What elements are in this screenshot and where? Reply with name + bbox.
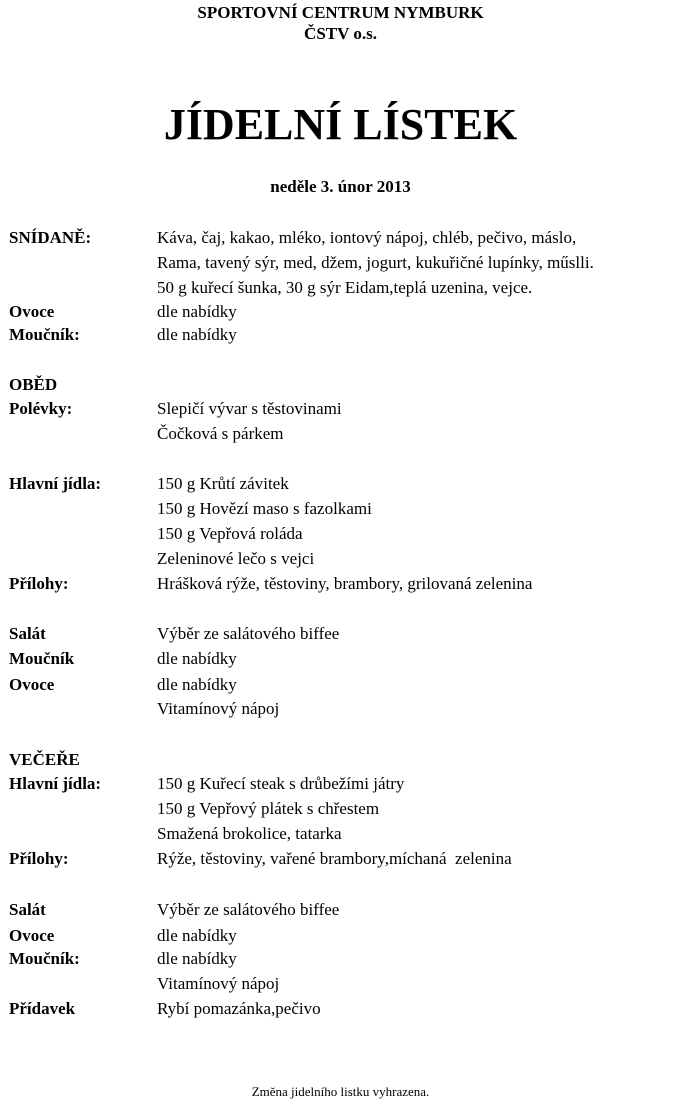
menu-item: dle nabídky <box>157 325 237 344</box>
page-title: JÍDELNÍ LÍSTEK <box>163 100 518 149</box>
menu-row <box>0 547 681 571</box>
salad-label: Salát <box>9 624 46 643</box>
extra-label: Přídavek <box>9 999 76 1018</box>
soups-label: Polévky: <box>9 399 73 418</box>
menu-row <box>0 323 681 347</box>
menu-item: Výběr ze salátového biffee <box>157 624 340 643</box>
menu-row <box>0 697 681 721</box>
menu-item: Smažená brokolice, tatarka <box>157 824 342 843</box>
mains-label: Hlavní jídla: <box>9 774 102 793</box>
menu-row <box>0 422 681 446</box>
menu-item: Rama, tavený sýr, med, džem, jogurt, kukuřičné lupínky, műslli. <box>157 253 594 272</box>
fruit-label: Ovoce <box>9 926 55 945</box>
menu-item: Čočková s párkem <box>157 424 284 443</box>
menu-row <box>0 947 681 971</box>
menu-item: 50 g kuřecí šunka, 30 g sýr Eidam,teplá uzenina, vejce. <box>157 278 533 297</box>
menu-item: Zeleninové lečo s vejci <box>157 549 315 568</box>
menu-row <box>0 822 681 846</box>
menu-date: neděle 3. únor 2013 <box>270 177 411 196</box>
menu-row <box>0 472 681 496</box>
menu-item: Výběr ze salátového biffee <box>157 900 340 919</box>
fruit-label: Ovoce <box>9 302 55 321</box>
organization-subtitle: ČSTV o.s. <box>304 24 377 43</box>
sides-label: Přílohy: <box>9 574 69 593</box>
menu-item: Káva, čaj, kakao, mléko, iontový nápoj, chléb, pečivo, máslo, <box>157 228 577 247</box>
menu-item: 150 g Krůtí závitek <box>157 474 289 493</box>
menu-row <box>0 898 681 922</box>
menu-row <box>0 276 681 300</box>
menu-item: dle nabídky <box>157 649 237 668</box>
mains-label: Hlavní jídla: <box>9 474 102 493</box>
menu-row <box>0 647 681 671</box>
menu-item: 150 g Kuřecí steak s drůbežími játry <box>157 774 405 793</box>
menu-row <box>0 673 681 697</box>
menu-item: Vitamínový nápoj <box>157 974 280 993</box>
dessert-label: Moučník: <box>9 949 80 968</box>
menu-item: Vitamínový nápoj <box>157 699 280 718</box>
menu-row <box>0 924 681 948</box>
fruit-label: Ovoce <box>9 675 55 694</box>
dessert-label: Moučník <box>9 649 75 668</box>
salad-label: Salát <box>9 900 46 919</box>
menu-row <box>0 997 681 1021</box>
menu-item: Rybí pomazánka,pečivo <box>157 999 321 1018</box>
menu-row <box>0 772 681 796</box>
menu-item: 150 g Vepřová roláda <box>157 524 303 543</box>
menu-row <box>0 622 681 646</box>
menu-row <box>0 847 681 871</box>
menu-item: dle nabídky <box>157 926 237 945</box>
menu-item: Hrášková rýže, těstoviny, brambory, grilovaná zelenina <box>157 574 533 593</box>
menu-row <box>0 797 681 821</box>
breakfast-heading: SNÍDANĚ: <box>9 228 92 247</box>
sides-label: Přílohy: <box>9 849 69 868</box>
dinner-heading: VEČEŘE <box>9 750 80 769</box>
menu-item: Rýže, těstoviny, vařené brambory,míchaná zelenina <box>157 849 512 868</box>
menu-item: 150 g Hovězí maso s fazolkami <box>157 499 372 518</box>
menu-item: dle nabídky <box>157 675 237 694</box>
menu-row <box>0 226 681 250</box>
organization-name: SPORTOVNÍ CENTRUM NYMBURK <box>197 3 484 22</box>
menu-item: 150 g Vepřový plátek s chřestem <box>157 799 380 818</box>
menu-row <box>0 397 681 421</box>
lunch-heading: OBĚD <box>9 375 58 394</box>
menu-item: Slepičí vývar s těstovinami <box>157 399 342 418</box>
menu-item: dle nabídky <box>157 949 237 968</box>
menu-row <box>0 972 681 996</box>
menu-item: dle nabídky <box>157 302 237 321</box>
menu-row <box>0 251 681 275</box>
menu-row <box>0 572 681 596</box>
menu-row <box>0 522 681 546</box>
footer-note: Změna jidelního listku vyhrazena. <box>251 1084 430 1099</box>
menu-row <box>0 497 681 521</box>
menu-row <box>0 300 681 324</box>
dessert-label: Moučník: <box>9 325 80 344</box>
